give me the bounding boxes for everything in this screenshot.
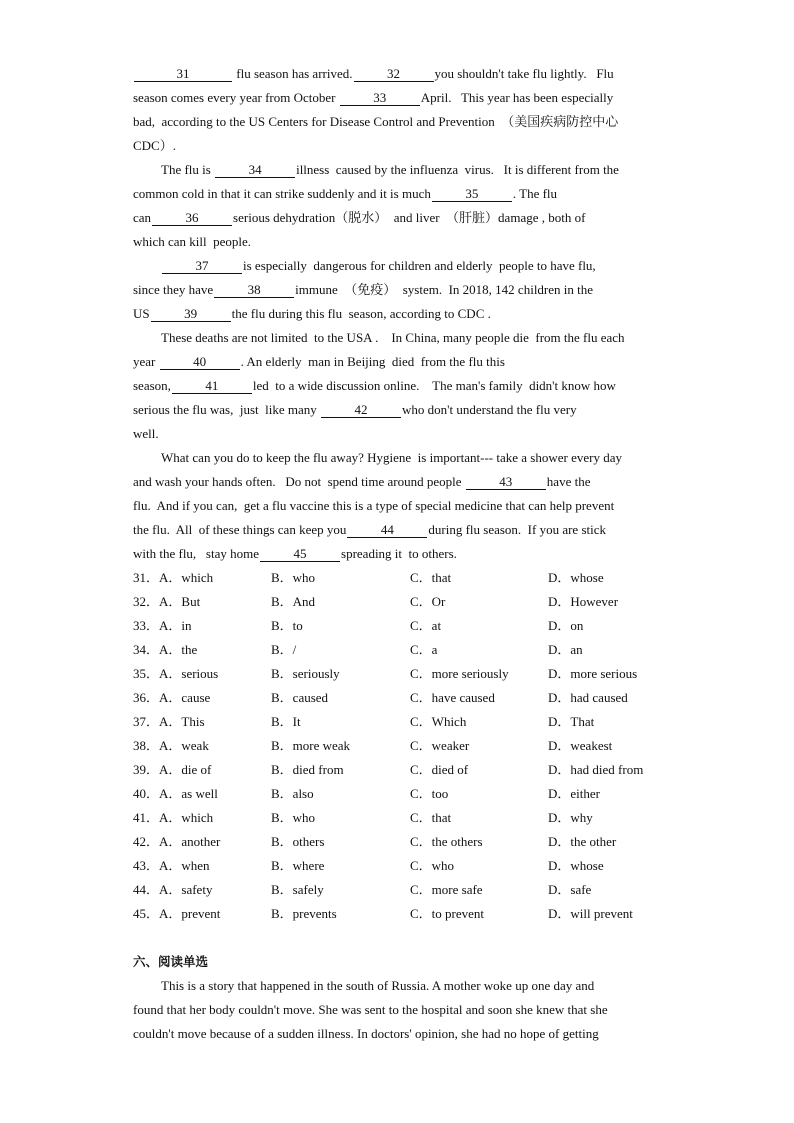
option-d bbox=[548, 662, 637, 686]
option-text: B．where bbox=[271, 858, 325, 873]
option-text: D．on bbox=[548, 618, 584, 633]
option-text: D．weakest bbox=[548, 738, 613, 753]
option-text: D．more serious bbox=[548, 666, 638, 681]
passage-text: and wash your hands often. Do not spend time around people bbox=[133, 474, 465, 489]
question-number: 40． bbox=[133, 786, 160, 801]
question-row bbox=[133, 614, 663, 638]
passage-line bbox=[133, 470, 663, 494]
option-c bbox=[410, 638, 437, 662]
passage-line bbox=[133, 422, 663, 446]
option-a bbox=[133, 614, 192, 638]
option-b bbox=[271, 662, 340, 686]
option-text: C．too bbox=[410, 786, 449, 801]
option-c bbox=[410, 566, 451, 590]
option-text: D．why bbox=[548, 810, 593, 825]
passage-line: couldn't move because of a sudden illness. In doctors' opinion, she had no hope of getting bbox=[133, 1026, 599, 1041]
option-d bbox=[548, 830, 616, 854]
option-a bbox=[133, 710, 205, 734]
passage-line bbox=[133, 254, 663, 278]
passage-line bbox=[133, 542, 663, 566]
option-a bbox=[133, 878, 212, 902]
option-c bbox=[410, 614, 441, 638]
option-d bbox=[548, 566, 604, 590]
option-text: D．had died from bbox=[548, 762, 644, 777]
option-text: A．when bbox=[159, 858, 210, 873]
passage-text: since they have bbox=[133, 282, 214, 297]
option-d bbox=[548, 710, 594, 734]
option-b bbox=[271, 590, 315, 614]
option-a bbox=[133, 734, 209, 758]
option-b bbox=[271, 830, 324, 854]
option-b bbox=[271, 638, 296, 662]
option-text: C．the others bbox=[410, 834, 483, 849]
passage-text: with the flu, stay home bbox=[133, 546, 260, 561]
passage-line bbox=[133, 182, 663, 206]
option-d bbox=[548, 758, 643, 782]
reading-passage bbox=[133, 974, 663, 1046]
blank-36: 36 bbox=[152, 210, 232, 226]
option-d bbox=[548, 638, 583, 662]
passage-line bbox=[133, 278, 663, 302]
option-text: A．cause bbox=[159, 690, 211, 705]
blank-41: 41 bbox=[172, 378, 252, 394]
blank-33: 33 bbox=[340, 90, 420, 106]
option-text: C．died of bbox=[410, 762, 469, 777]
question-row bbox=[133, 806, 663, 830]
option-b bbox=[271, 806, 315, 830]
passage-text: well. bbox=[133, 426, 159, 441]
option-d bbox=[548, 686, 628, 710]
document-page bbox=[133, 62, 663, 1046]
question-number: 32． bbox=[133, 594, 160, 609]
question-row bbox=[133, 686, 663, 710]
option-b bbox=[271, 902, 337, 926]
blank-39: 39 bbox=[151, 306, 231, 322]
option-a bbox=[133, 758, 211, 782]
question-number: 38． bbox=[133, 738, 160, 753]
option-c bbox=[410, 662, 509, 686]
option-text: A．the bbox=[159, 642, 198, 657]
option-text: D．will prevent bbox=[548, 906, 633, 921]
passage-text: spreading it to others. bbox=[341, 546, 457, 561]
option-text: C．more seriously bbox=[410, 666, 509, 681]
option-a bbox=[133, 686, 210, 710]
passage-text: The flu is bbox=[161, 162, 215, 177]
passage-text: illness caused by the influenza virus. It is different from the bbox=[296, 162, 619, 177]
option-c bbox=[410, 806, 451, 830]
option-text: B．more weak bbox=[271, 738, 351, 753]
question-row bbox=[133, 830, 663, 854]
passage-text: flu season has arrived. bbox=[233, 66, 353, 81]
question-number: 35． bbox=[133, 666, 160, 681]
option-d bbox=[548, 806, 593, 830]
blank-42: 42 bbox=[321, 402, 401, 418]
option-d bbox=[548, 902, 633, 926]
passage-line bbox=[133, 494, 663, 518]
blank-38: 38 bbox=[214, 282, 294, 298]
passage-line bbox=[133, 398, 663, 422]
option-text: B．prevents bbox=[271, 906, 337, 921]
option-text: C．that bbox=[410, 810, 452, 825]
passage-text: can bbox=[133, 210, 152, 225]
passage-line bbox=[133, 158, 663, 182]
option-d bbox=[548, 614, 583, 638]
option-c bbox=[410, 734, 469, 758]
passage-line bbox=[133, 374, 663, 398]
passage-text: season, bbox=[133, 378, 171, 393]
option-a bbox=[133, 590, 200, 614]
question-row bbox=[133, 758, 663, 782]
option-text: A．serious bbox=[159, 666, 219, 681]
question-row bbox=[133, 734, 663, 758]
option-text: C．a bbox=[410, 642, 438, 657]
blank-44: 44 bbox=[347, 522, 427, 538]
option-c bbox=[410, 758, 468, 782]
question-number: 45． bbox=[133, 906, 160, 921]
option-text: B．to bbox=[271, 618, 303, 633]
passage-line bbox=[133, 206, 663, 230]
question-row bbox=[133, 782, 663, 806]
passage-line bbox=[133, 86, 663, 110]
passage-line bbox=[133, 134, 663, 158]
option-text: B．who bbox=[271, 570, 316, 585]
blank-34: 34 bbox=[215, 162, 295, 178]
question-number: 37． bbox=[133, 714, 160, 729]
option-d bbox=[548, 782, 600, 806]
option-text: D．the other bbox=[548, 834, 617, 849]
option-a bbox=[133, 806, 213, 830]
option-c bbox=[410, 902, 484, 926]
passage-line bbox=[133, 62, 663, 86]
option-c bbox=[410, 710, 466, 734]
passage-text: common cold in that it can strike suddenly and it is much bbox=[133, 186, 431, 201]
passage-text: have the bbox=[546, 474, 591, 489]
option-text: D．That bbox=[548, 714, 595, 729]
question-row bbox=[133, 854, 663, 878]
passage-text: the flu. All of these things can keep you bbox=[133, 522, 347, 537]
passage-text: you shouldn't take flu lightly. Flu bbox=[434, 66, 614, 81]
option-a bbox=[133, 854, 210, 878]
passage-line bbox=[133, 518, 663, 542]
option-text: C．at bbox=[410, 618, 442, 633]
option-text: C．weaker bbox=[410, 738, 470, 753]
option-text: D．whose bbox=[548, 858, 604, 873]
option-a bbox=[133, 662, 218, 686]
passage-text: CDC）. bbox=[133, 138, 176, 153]
passage-text: . The flu bbox=[512, 186, 558, 201]
option-text: C．more safe bbox=[410, 882, 483, 897]
option-text: A．safety bbox=[159, 882, 213, 897]
passage-text: which can kill people. bbox=[133, 234, 252, 249]
option-c bbox=[410, 830, 483, 854]
passage-text: flu. And if you can, get a flu vaccine this is a type of special medicine that can help prevent bbox=[133, 498, 615, 513]
option-text: C．that bbox=[410, 570, 452, 585]
option-text: A．as well bbox=[159, 786, 218, 801]
passage-text: serious the flu was, just like many bbox=[133, 402, 321, 417]
option-text: D．safe bbox=[548, 882, 592, 897]
option-c bbox=[410, 878, 483, 902]
blank-35: 35 bbox=[432, 186, 512, 202]
option-c bbox=[410, 590, 445, 614]
option-a bbox=[133, 902, 220, 926]
option-a bbox=[133, 830, 220, 854]
passage-line bbox=[133, 350, 663, 374]
blank-43: 43 bbox=[466, 474, 546, 490]
option-text: B．/ bbox=[271, 642, 297, 657]
question-row bbox=[133, 566, 663, 590]
option-b bbox=[271, 710, 301, 734]
blank-37: 37 bbox=[162, 258, 242, 274]
option-b bbox=[271, 854, 324, 878]
passage-line bbox=[133, 110, 663, 134]
passage-text: bad, according to the US Centers for Disease Control and Prevention （美国疾病防控中心 bbox=[133, 114, 619, 129]
blank-31: 31 bbox=[134, 66, 232, 82]
option-text: D．whose bbox=[548, 570, 604, 585]
passage-line bbox=[133, 302, 663, 326]
passage-text: during flu season. If you are stick bbox=[428, 522, 606, 537]
option-b bbox=[271, 734, 350, 758]
option-text: B．died from bbox=[271, 762, 344, 777]
passage-line bbox=[133, 230, 663, 254]
passage-text: led to a wide discussion online. The man's family didn't know how bbox=[252, 378, 616, 393]
option-text: D．either bbox=[548, 786, 600, 801]
question-number: 34． bbox=[133, 642, 160, 657]
option-d bbox=[548, 854, 604, 878]
passage-text: immune （免疫） system. In 2018, 142 children in the bbox=[295, 282, 594, 297]
question-number: 31． bbox=[133, 570, 160, 585]
option-a bbox=[133, 638, 197, 662]
passage-text: who don't understand the flu very bbox=[402, 402, 577, 417]
option-text: A．prevent bbox=[159, 906, 221, 921]
option-text: C．have caused bbox=[410, 690, 495, 705]
question-number: 33． bbox=[133, 618, 160, 633]
option-text: C．Or bbox=[410, 594, 446, 609]
option-text: B．who bbox=[271, 810, 316, 825]
option-b bbox=[271, 782, 314, 806]
option-text: A．This bbox=[159, 714, 205, 729]
option-text: D．had caused bbox=[548, 690, 628, 705]
option-b bbox=[271, 614, 303, 638]
option-text: A．weak bbox=[159, 738, 209, 753]
option-text: B．others bbox=[271, 834, 325, 849]
passage-line bbox=[133, 446, 663, 470]
question-number: 39． bbox=[133, 762, 160, 777]
option-text: B．also bbox=[271, 786, 314, 801]
passage-text: . An elderly man in Beijing died from the flu this bbox=[240, 354, 505, 369]
passage-line: found that her body couldn't move. She was sent to the hospital and soon she knew that she bbox=[133, 1002, 608, 1017]
passage-text: is especially dangerous for children and elderly people to have flu, bbox=[243, 258, 596, 273]
question-row bbox=[133, 590, 663, 614]
option-text: C．to prevent bbox=[410, 906, 485, 921]
question-row bbox=[133, 878, 663, 902]
option-text: D．an bbox=[548, 642, 583, 657]
option-c bbox=[410, 686, 495, 710]
option-text: B．safely bbox=[271, 882, 324, 897]
question-row bbox=[133, 902, 663, 926]
question-row bbox=[133, 662, 663, 686]
option-text: A．But bbox=[159, 594, 201, 609]
question-row bbox=[133, 638, 663, 662]
option-text: D．However bbox=[548, 594, 619, 609]
option-b bbox=[271, 686, 328, 710]
option-text: B．And bbox=[271, 594, 316, 609]
option-b bbox=[271, 878, 324, 902]
question-number: 41． bbox=[133, 810, 160, 825]
option-b bbox=[271, 566, 315, 590]
passage-text: These deaths are not limited to the USA . In China, many people die from the flu each bbox=[161, 330, 625, 345]
blank-32: 32 bbox=[354, 66, 434, 82]
option-c bbox=[410, 854, 454, 878]
option-text: A．in bbox=[159, 618, 192, 633]
question-number: 42． bbox=[133, 834, 160, 849]
option-text: A．another bbox=[159, 834, 221, 849]
passage-text: the flu during this flu season, according to CDC . bbox=[231, 306, 491, 321]
option-text: C．who bbox=[410, 858, 455, 873]
passage-text: year bbox=[133, 354, 159, 369]
answer-options bbox=[133, 566, 663, 926]
passage-text: season comes every year from October bbox=[133, 90, 339, 105]
option-text: A．which bbox=[159, 810, 214, 825]
blank-40: 40 bbox=[160, 354, 240, 370]
option-text: A．die of bbox=[159, 762, 212, 777]
option-a bbox=[133, 782, 218, 806]
option-c bbox=[410, 782, 448, 806]
cloze-passage bbox=[133, 62, 663, 566]
question-number: 36． bbox=[133, 690, 160, 705]
passage-line: This is a story that happened in the south of Russia. A mother woke up one day and bbox=[161, 978, 595, 993]
passage-text: What can you do to keep the flu away? Hygiene is important--- take a shower every day bbox=[161, 450, 622, 465]
passage-text: serious dehydration（脱水） and liver （肝脏）damage , both of bbox=[233, 210, 586, 225]
option-text: B．seriously bbox=[271, 666, 340, 681]
option-b bbox=[271, 758, 344, 782]
option-d bbox=[548, 734, 612, 758]
passage-text: US bbox=[133, 306, 150, 321]
question-row bbox=[133, 710, 663, 734]
blank-45: 45 bbox=[260, 546, 340, 562]
passage-line bbox=[133, 326, 663, 350]
option-text: B．caused bbox=[271, 690, 329, 705]
option-text: B．It bbox=[271, 714, 301, 729]
option-d bbox=[548, 878, 591, 902]
question-number: 44． bbox=[133, 882, 160, 897]
section-heading: 六、阅读单选 bbox=[133, 954, 209, 969]
option-a bbox=[133, 566, 213, 590]
question-number: 43． bbox=[133, 858, 160, 873]
passage-text: April. This year has been especially bbox=[420, 90, 614, 105]
option-text: A．which bbox=[159, 570, 214, 585]
option-text: C．Which bbox=[410, 714, 467, 729]
option-d bbox=[548, 590, 618, 614]
